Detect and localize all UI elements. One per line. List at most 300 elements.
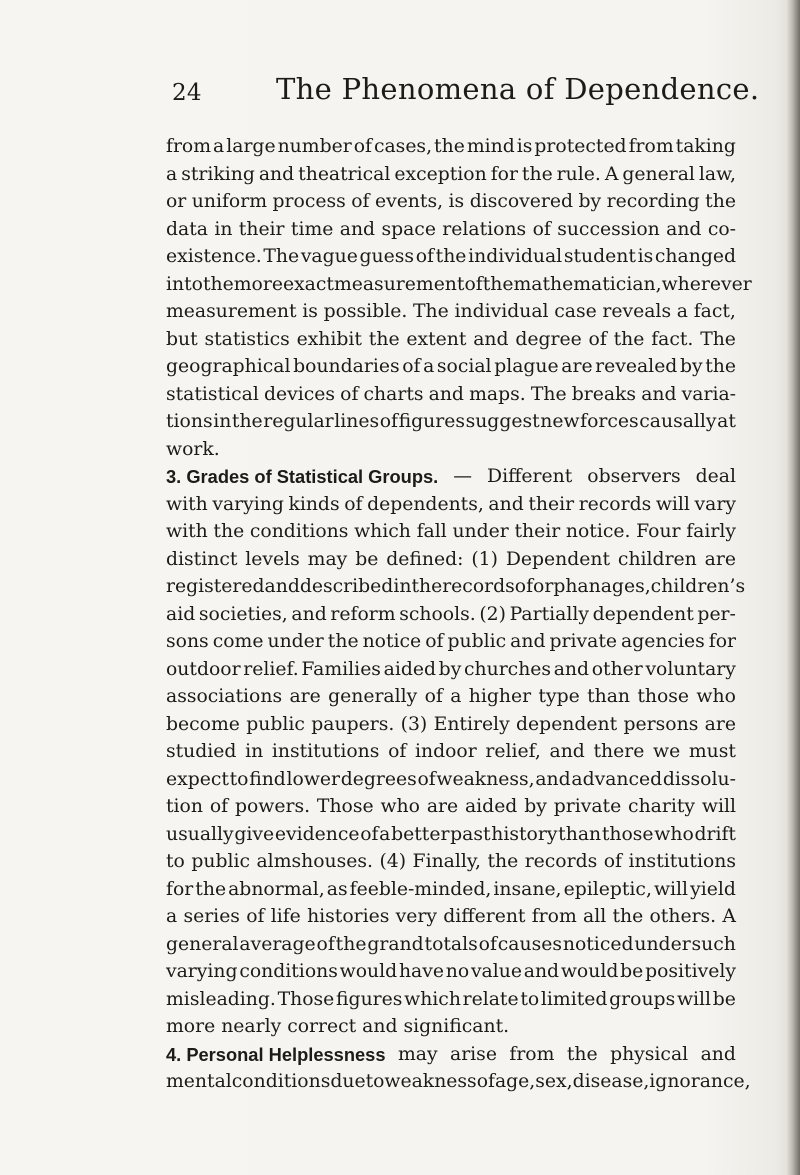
word: drift <box>694 823 736 845</box>
word: of <box>246 906 265 927</box>
word: conditions <box>239 961 338 982</box>
word: of <box>388 741 407 762</box>
word: private <box>549 631 617 652</box>
word: are <box>561 356 593 377</box>
word: exhibit <box>296 328 362 350</box>
word: Different <box>487 466 573 487</box>
word: is <box>637 246 654 267</box>
text-line <box>166 381 736 409</box>
word: Those <box>316 796 374 817</box>
word: relations <box>442 218 527 240</box>
word: find <box>249 768 286 790</box>
word: their <box>514 521 561 542</box>
word: which <box>354 521 411 542</box>
word: societies, <box>198 603 288 625</box>
word: the <box>612 906 644 927</box>
word: and <box>523 961 560 982</box>
word: would <box>560 961 619 982</box>
word: fall <box>416 521 447 542</box>
word: causes <box>497 933 562 955</box>
text-line <box>166 876 736 904</box>
word: mental <box>166 1071 232 1092</box>
word: general <box>166 933 239 955</box>
word: powers. <box>234 796 311 817</box>
word: succession <box>557 218 660 240</box>
word: aid <box>166 603 196 625</box>
word: there <box>593 741 645 762</box>
word: advanced <box>571 768 663 790</box>
word: public <box>246 713 305 735</box>
word: exception <box>394 163 487 185</box>
word: cases, <box>373 136 433 157</box>
word: limited <box>540 988 608 1010</box>
text-line <box>166 133 736 161</box>
word: per- <box>697 603 736 625</box>
text-line <box>166 683 736 711</box>
word: who <box>380 796 420 817</box>
word: possible. <box>323 301 408 322</box>
word: yield <box>690 878 736 900</box>
word: series <box>183 906 240 927</box>
word: orphanages, <box>533 576 651 597</box>
word: guess <box>359 246 415 267</box>
word: sex, <box>535 1071 573 1092</box>
word: the <box>202 273 234 295</box>
word: with <box>166 493 208 515</box>
word: notice. <box>565 521 631 542</box>
word: exact <box>282 273 334 295</box>
word: from <box>628 136 674 157</box>
word: Partially <box>509 603 589 625</box>
word: distinct <box>166 548 238 570</box>
word: Families <box>301 658 381 680</box>
text-line <box>166 271 752 299</box>
text-line <box>166 1013 736 1041</box>
text-line <box>166 601 736 629</box>
word: conditions <box>249 521 349 542</box>
word: children <box>617 548 697 570</box>
word: feeble-minded, <box>349 878 492 900</box>
word: from <box>166 136 212 157</box>
word: sons <box>166 631 209 652</box>
word: generally <box>328 686 418 707</box>
word: no <box>445 961 470 982</box>
running-title: The Phenomena of Dependence. <box>276 72 760 106</box>
word: of <box>344 493 363 515</box>
word: aided <box>464 796 518 817</box>
word: a <box>166 163 178 185</box>
word: records <box>578 493 652 515</box>
word: under <box>452 521 509 542</box>
word: events, <box>374 191 444 212</box>
word: expect <box>166 768 229 790</box>
word: institutions <box>628 851 736 872</box>
word: the <box>411 576 443 597</box>
word: schools. <box>399 603 476 625</box>
word: taking <box>675 136 736 157</box>
word: registered <box>166 576 265 597</box>
word: A <box>722 906 736 927</box>
word: Those <box>277 988 335 1010</box>
word: persons <box>623 713 699 735</box>
word: the <box>335 933 367 955</box>
page-number: 24 <box>172 80 202 106</box>
word: paupers. <box>311 713 395 735</box>
word: and <box>549 741 585 762</box>
text-line <box>166 958 736 986</box>
word: records <box>442 576 515 597</box>
word: and <box>264 576 300 597</box>
word: in <box>393 576 412 597</box>
word: be <box>355 548 379 570</box>
word: are <box>426 796 459 817</box>
word: individual <box>468 246 563 267</box>
word: and <box>428 383 464 405</box>
word: may <box>307 548 348 570</box>
section-heading: 4. Personal Helplessness <box>166 1043 386 1065</box>
text-line <box>166 573 746 601</box>
word: described <box>299 576 394 597</box>
word: figures <box>336 988 403 1010</box>
text-line <box>166 463 736 491</box>
word: and <box>473 328 509 350</box>
word: and <box>362 1016 398 1037</box>
word: more <box>166 1016 216 1037</box>
word: The <box>413 301 449 322</box>
word: arise <box>450 1043 497 1065</box>
word: of <box>514 576 534 597</box>
word: of <box>476 1071 495 1092</box>
word: must <box>688 741 736 762</box>
word: kinds <box>288 493 340 515</box>
word: dependent <box>516 713 618 735</box>
word: wherever <box>661 273 752 295</box>
text-line <box>166 1041 736 1069</box>
word: of <box>424 686 443 707</box>
word: of <box>478 933 497 955</box>
word: revealed <box>595 356 678 377</box>
word: give <box>234 823 275 845</box>
word: of <box>316 933 335 955</box>
word: we <box>653 741 681 762</box>
word: measurement <box>333 273 465 295</box>
word: outdoor <box>166 658 241 680</box>
text-line <box>166 766 736 794</box>
text-line <box>166 216 736 244</box>
word: of <box>360 823 379 845</box>
word: and <box>488 493 524 515</box>
word: the <box>231 411 263 432</box>
word: the <box>705 356 736 377</box>
word: discovered <box>469 191 574 212</box>
text-line <box>166 546 736 574</box>
word: with <box>166 521 208 542</box>
word: their <box>238 218 285 240</box>
body-text <box>166 133 752 1096</box>
word: the <box>705 191 736 212</box>
word: relief, <box>485 741 541 762</box>
word: dependents, <box>367 493 484 515</box>
word: and <box>258 163 295 185</box>
word: data <box>166 218 208 240</box>
word: co- <box>707 218 736 240</box>
word: in <box>213 411 232 432</box>
word: recording <box>606 191 700 212</box>
word: will <box>676 988 712 1010</box>
word: associations <box>166 686 283 707</box>
word: are <box>289 686 321 707</box>
word: measurement <box>166 301 297 322</box>
word: and <box>553 658 590 680</box>
word: dependent <box>592 603 694 625</box>
page-header <box>172 72 760 118</box>
word: different <box>443 906 526 927</box>
word: the <box>613 328 645 350</box>
word: the <box>521 163 553 185</box>
word: law, <box>698 163 736 185</box>
word: case <box>554 301 597 322</box>
word: lower <box>286 768 341 790</box>
word: observers <box>587 466 681 487</box>
word: of <box>340 383 359 405</box>
word: voluntary <box>645 658 736 680</box>
word: number <box>277 136 352 157</box>
word: boundaries <box>293 356 400 377</box>
word: levels <box>245 548 300 570</box>
word: history <box>491 823 558 845</box>
word: institutions <box>271 741 380 762</box>
word: degrees <box>340 768 417 790</box>
word: (1) <box>471 548 498 570</box>
word: and <box>535 768 571 790</box>
word: Entirely <box>433 713 510 735</box>
word: for <box>708 631 736 652</box>
word: other <box>591 658 643 680</box>
word: of <box>379 411 398 432</box>
word: of <box>603 851 622 872</box>
word: who <box>654 823 694 845</box>
word: statistics <box>204 328 290 350</box>
word: of <box>402 356 421 377</box>
text-line <box>166 1068 751 1096</box>
word: type <box>538 686 580 707</box>
word: breaks <box>571 383 637 405</box>
word: and <box>339 218 376 240</box>
word: the <box>482 273 514 295</box>
word: are <box>704 713 736 735</box>
word: extent <box>406 328 467 350</box>
word: protected <box>534 136 627 157</box>
text-line <box>166 903 736 931</box>
word: age, <box>494 1071 536 1092</box>
word: geographical <box>166 356 291 377</box>
word: studied <box>166 741 237 762</box>
word: be <box>620 961 644 982</box>
word: varia- <box>681 383 736 405</box>
word: suggest <box>465 411 540 432</box>
word: striking <box>181 163 255 185</box>
word: than <box>558 823 602 845</box>
word: social <box>436 356 492 377</box>
word: fairly <box>686 521 736 542</box>
word: evidence <box>274 823 360 845</box>
word: plague <box>494 356 559 377</box>
word: the <box>213 521 245 542</box>
word: which <box>404 988 461 1010</box>
word: for <box>166 878 194 900</box>
word: and <box>510 631 546 652</box>
word: physical <box>610 1043 689 1065</box>
word: mathematician, <box>513 273 662 295</box>
word: theatrical <box>298 163 391 185</box>
word: public <box>447 631 507 652</box>
word: the <box>566 1043 598 1065</box>
word: by <box>524 796 547 817</box>
word: existence. <box>166 246 262 267</box>
word: past <box>450 823 491 845</box>
word: regular <box>263 411 334 432</box>
word: Dependent <box>505 548 611 570</box>
word: figures <box>398 411 465 432</box>
word: average <box>239 933 316 955</box>
word: a <box>423 356 435 377</box>
word: deal <box>695 466 736 487</box>
word: tions <box>166 411 213 432</box>
word: churches <box>463 658 552 680</box>
word: as <box>326 878 348 900</box>
word: significant. <box>403 1016 510 1037</box>
word: the <box>195 878 227 900</box>
word: mind <box>466 136 515 157</box>
word: by <box>679 356 703 377</box>
word: those <box>637 686 690 707</box>
word: (2) <box>479 603 506 625</box>
text-line <box>166 161 736 189</box>
word: in <box>214 218 233 240</box>
word: be <box>712 988 736 1010</box>
word: at <box>717 411 736 432</box>
word: A <box>604 163 619 185</box>
word: public <box>191 851 251 872</box>
text-line <box>166 711 736 739</box>
word: would <box>339 961 398 982</box>
word: process <box>272 191 346 212</box>
word: indoor <box>415 741 477 762</box>
word: charity <box>628 796 696 817</box>
word: epileptic, <box>563 878 652 900</box>
word: maps. <box>469 383 526 405</box>
text-line <box>166 518 736 546</box>
word: a <box>213 136 225 157</box>
word: value <box>470 961 522 982</box>
word: will <box>653 878 689 900</box>
word: general <box>622 163 695 185</box>
word: aided <box>383 658 436 680</box>
word: by <box>438 658 462 680</box>
word: a <box>379 823 391 845</box>
word: rule. <box>556 163 601 185</box>
word: new <box>540 411 580 432</box>
word: histories <box>307 906 390 927</box>
word: higher <box>468 686 532 707</box>
word: into <box>166 273 203 295</box>
word: uniform <box>191 191 268 212</box>
text-line <box>166 738 736 766</box>
word: usually <box>166 823 234 845</box>
word: relief. <box>243 658 299 680</box>
word: others. <box>649 906 717 927</box>
word: positively <box>645 961 736 982</box>
word: or <box>166 191 187 212</box>
word: a <box>166 906 178 927</box>
word: and <box>641 383 677 405</box>
word: insane, <box>493 878 562 900</box>
word: the <box>327 631 359 652</box>
word: The <box>700 328 736 350</box>
word: of <box>588 328 607 350</box>
text-line <box>166 436 736 464</box>
word: relate <box>462 988 519 1010</box>
word: the <box>487 851 519 872</box>
word: ignorance, <box>649 1071 751 1092</box>
word: than <box>587 686 630 707</box>
word: is <box>448 191 465 212</box>
word: disease, <box>572 1071 650 1092</box>
word: space <box>381 218 436 240</box>
word: abnormal, <box>228 878 325 900</box>
word: Four <box>636 521 681 542</box>
text-line <box>166 793 736 821</box>
word: records <box>524 851 598 872</box>
word: notice <box>362 631 422 652</box>
word: from <box>509 1043 555 1065</box>
word: The <box>530 383 567 405</box>
word: of <box>209 796 229 817</box>
word: weakness <box>384 1071 477 1092</box>
word: devices <box>263 383 336 405</box>
word: totals <box>424 933 478 955</box>
word: student <box>563 246 636 267</box>
word: dissolu- <box>662 768 736 790</box>
word: a <box>676 301 688 322</box>
word: individual <box>454 301 549 322</box>
word: under <box>267 631 324 652</box>
word: a <box>450 686 462 707</box>
word: forces <box>580 411 639 432</box>
word: and <box>291 603 327 625</box>
word: come <box>212 631 264 652</box>
word: of <box>464 273 483 295</box>
word: the <box>435 246 467 267</box>
word: grand <box>367 933 424 955</box>
word: all <box>583 906 607 927</box>
word: will <box>701 796 736 817</box>
word: changed <box>654 246 736 267</box>
word: correct <box>287 1016 357 1037</box>
word: large <box>226 136 276 157</box>
word: (3) <box>400 713 428 735</box>
word: tion <box>166 796 203 817</box>
text-line <box>166 326 736 354</box>
word: become <box>166 713 240 735</box>
text-line <box>166 821 736 849</box>
word: degree <box>515 328 582 350</box>
word: varying <box>166 961 238 982</box>
word: and <box>700 1043 736 1065</box>
word: of <box>351 191 370 212</box>
word: their <box>528 493 575 515</box>
word: by <box>578 191 602 212</box>
